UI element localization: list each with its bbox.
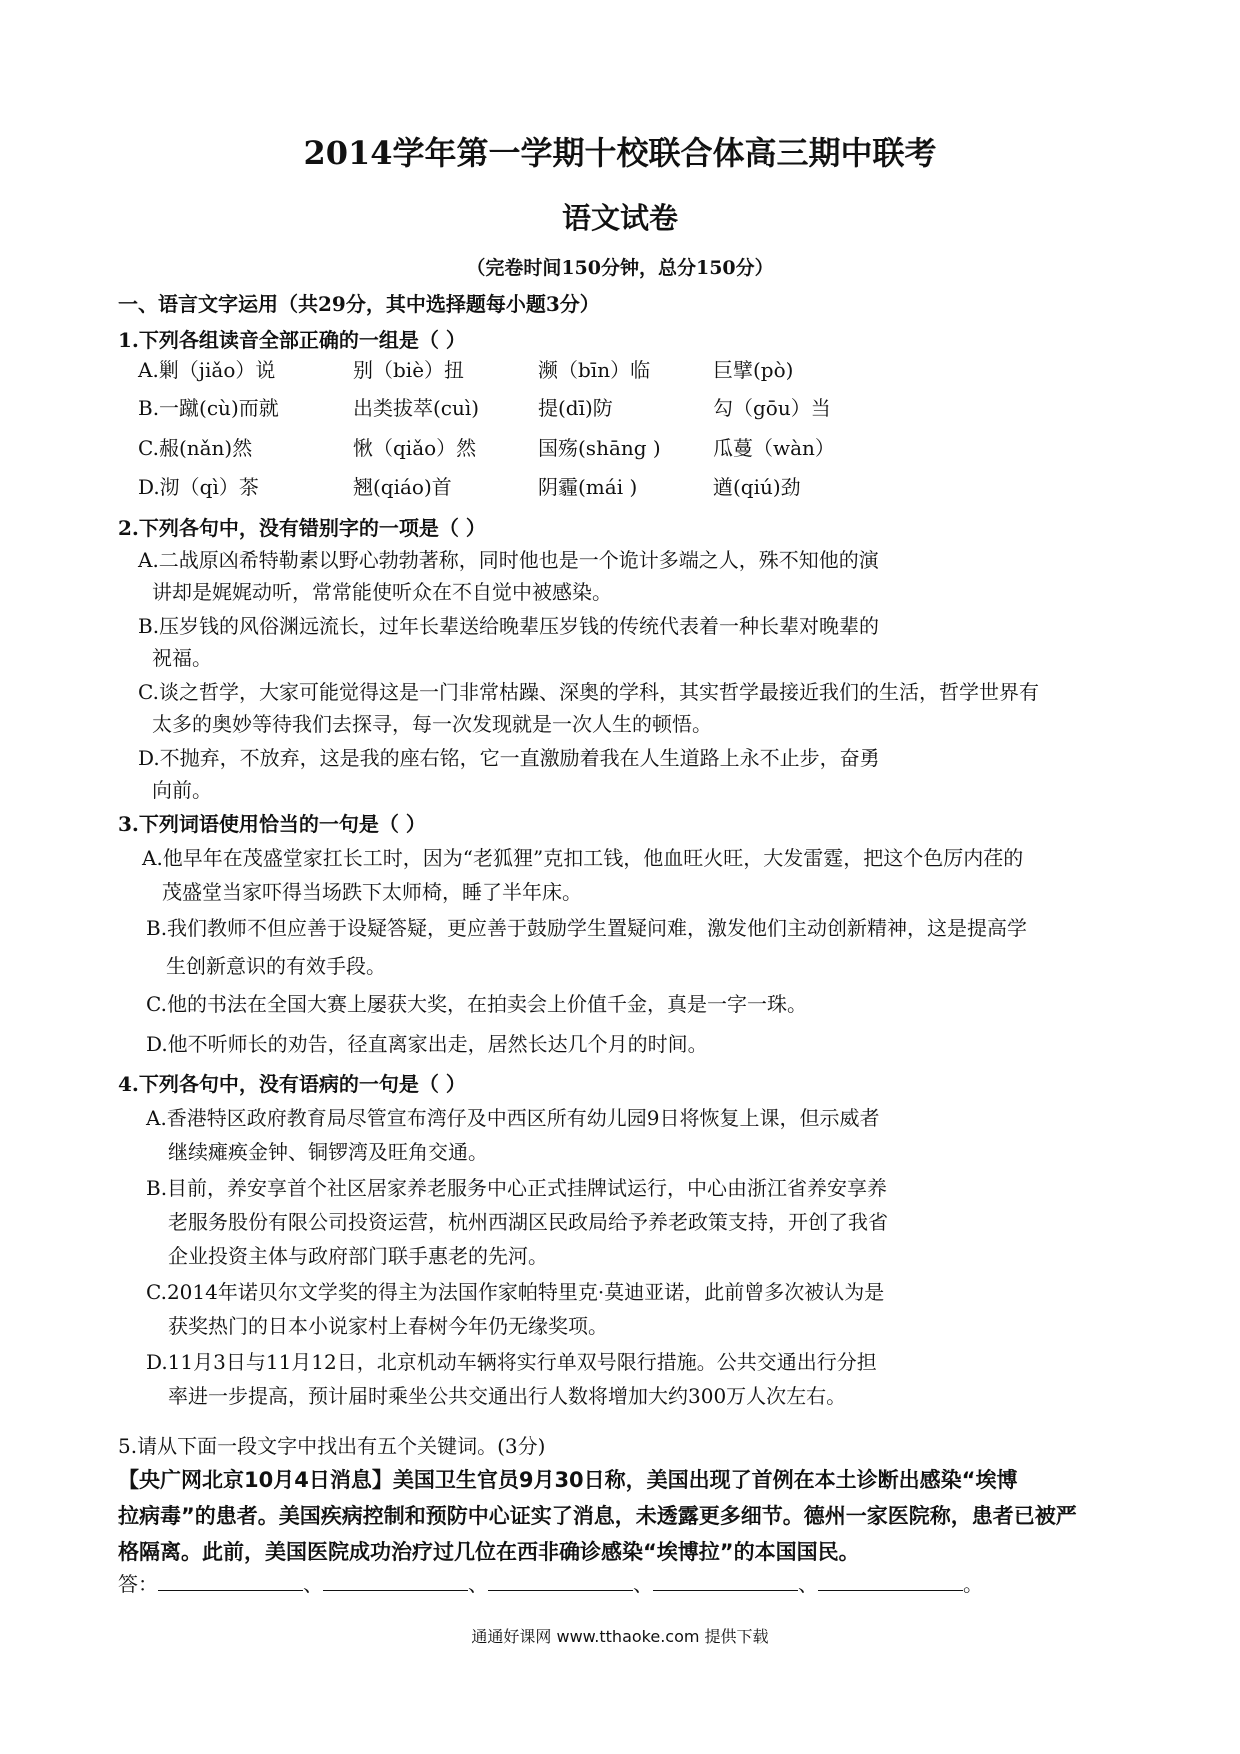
- question-1-option-c: [138, 432, 835, 461]
- question-2-line: A.二战原凶希特勒素以野心勃勃著称，同时他也是一个诡计多端之人，殊不知他的演: [138, 548, 879, 572]
- answer-separator: 、: [633, 1572, 653, 1596]
- exam-subtitle: 语文试卷: [561, 201, 678, 235]
- option-item: 遒(qiú)劲: [713, 475, 801, 499]
- question-1-stem: 1.下列各组读音全部正确的一组是（ ）: [118, 328, 466, 352]
- option-item: 濒（bīn）临: [538, 358, 651, 382]
- question-3-line: A.他早年在茂盛堂家扛长工时，因为“老狐狸”克扣工钱，他血旺火旺，大发雷霆，把这个色厉内荏的: [142, 846, 1024, 870]
- question-5-passage-line: 【央广网北京10月4日消息】美国卫生官员9月30日称，美国出现了首例在本土诊断出感染“埃博: [118, 1468, 1018, 1492]
- option-item: 阴霾(mái ): [538, 475, 638, 499]
- question-3-line: C.他的书法在全国大赛上屡获大奖，在拍卖会上价值千金，真是一字一珠。: [146, 992, 807, 1016]
- option-item: 勾（gōu）当: [713, 396, 831, 420]
- question-5-answer-row: [118, 1568, 983, 1597]
- option-item: C.赧(nǎn)然: [138, 436, 253, 460]
- exam-title: 2014学年第一学期十校联合体高三期中联考: [303, 134, 937, 172]
- question-4-line: 继续瘫痪金钟、铜锣湾及旺角交通。: [168, 1140, 488, 1164]
- option-item: 巨擘(pò): [713, 358, 794, 382]
- exam-time-note: （完卷时间150分钟，总分150分）: [466, 257, 774, 279]
- answer-end: 。: [963, 1572, 983, 1596]
- question-4-line: 老服务股份有限公司投资运营，杭州西湖区民政局给予养老政策支持，开创了我省: [168, 1210, 888, 1234]
- question-3-line: D.他不听师长的劝告，径直离家出走，居然长达几个月的时间。: [146, 1032, 708, 1056]
- question-5-passage-line: 格隔离。此前，美国医院成功治疗过几位在西非确诊感染“埃博拉”的本国国民。: [118, 1540, 860, 1564]
- question-4-stem: 4.下列各句中，没有语病的一句是（ ）: [118, 1072, 466, 1096]
- question-4-line: 率进一步提高，预计届时乘坐公共交通出行人数将增加大约300万人次左右。: [168, 1384, 847, 1408]
- option-item: B.一蹴(cù)而就: [138, 396, 279, 420]
- option-item: 提(dī)防: [538, 396, 613, 420]
- answer-separator: 、: [303, 1572, 323, 1596]
- question-4-line: 企业投资主体与政府部门联手惠老的先河。: [168, 1244, 548, 1268]
- question-1-option-a: [138, 354, 793, 383]
- section-heading: 一、语言文字运用（共29分，其中选择题每小题3分）: [118, 292, 600, 316]
- page-footer: 通通好课网 www.tthaoke.com 提供下载: [471, 1627, 769, 1646]
- question-2-line: B.压岁钱的风俗渊远流长，过年长辈送给晚辈压岁钱的传统代表着一种长辈对晚辈的: [138, 614, 880, 638]
- question-4-line: A.香港特区政府教育局尽管宣布湾仔及中西区所有幼儿园9日将恢复上课，但示威者: [146, 1106, 880, 1130]
- answer-blank-5[interactable]: [818, 1572, 963, 1591]
- question-4-line: B.目前，养安享首个社区居家养老服务中心正式挂牌试运行，中心由浙江省养安享养: [146, 1176, 888, 1200]
- question-2-line: C.谈之哲学，大家可能觉得这是一门非常枯躁、深奥的学科，其实哲学最接近我们的生活，哲学世界有: [138, 680, 1039, 704]
- question-2-stem: 2.下列各句中，没有错别字的一项是（ ）: [118, 516, 486, 540]
- answer-label: 答：: [118, 1572, 158, 1596]
- option-item: 别（biè）扭: [353, 358, 465, 382]
- answer-separator: 、: [798, 1572, 818, 1596]
- option-item: 瓜蔓（wàn）: [713, 436, 835, 460]
- option-item: 出类拔萃(cuì): [353, 396, 480, 420]
- answer-blank-3[interactable]: [488, 1572, 633, 1591]
- question-2-line: 太多的奥妙等待我们去探寻，每一次发现就是一次人生的顿悟。: [152, 712, 712, 736]
- option-item: 翘(qiáo)首: [353, 475, 452, 499]
- question-2-line: D.不抛弃，不放弃，这是我的座右铭，它一直激励着我在人生道路上永不止步，奋勇: [138, 746, 880, 770]
- question-3-stem: 3.下列词语使用恰当的一句是（ ）: [118, 812, 426, 836]
- question-5-stem: 5.请从下面一段文字中找出有五个关键词。(3分): [118, 1434, 546, 1458]
- answer-blank-2[interactable]: [323, 1572, 468, 1591]
- option-item: 愀（qiǎo）然: [353, 436, 477, 460]
- question-2-line: 祝福。: [152, 646, 212, 670]
- option-item: D.沏（qì）茶: [138, 475, 259, 499]
- question-1-option-d: [138, 471, 801, 500]
- question-3-line: B.我们教师不但应善于设疑答疑，更应善于鼓励学生置疑问难，激发他们主动创新精神，这是提高学: [146, 916, 1028, 940]
- question-1-option-b: [138, 392, 831, 421]
- question-4-line: C.2014年诺贝尔文学奖的得主为法国作家帕特里克·莫迪亚诺，此前曾多次被认为是: [146, 1280, 885, 1304]
- option-item: A.剿（jiǎo）说: [138, 358, 276, 382]
- answer-separator: 、: [468, 1572, 488, 1596]
- question-2-line: 讲却是娓娓动听，常常能使听众在不自觉中被感染。: [152, 580, 612, 604]
- answer-blank-1[interactable]: [158, 1572, 303, 1591]
- question-4-line: D.11月3日与11月12日，北京机动车辆将实行单双号限行措施。公共交通出行分担: [146, 1350, 877, 1374]
- option-item: 国殇(shāng ): [538, 436, 661, 460]
- question-2-line: 向前。: [152, 778, 212, 802]
- question-5-passage-line: 拉病毒”的患者。美国疾病控制和预防中心证实了消息，未透露更多细节。德州一家医院称，患者已被严: [118, 1504, 1077, 1528]
- answer-blank-4[interactable]: [653, 1572, 798, 1591]
- question-3-line: 茂盛堂当家吓得当场跌下太师椅，睡了半年床。: [162, 880, 582, 904]
- question-4-line: 获奖热门的日本小说家村上春树今年仍无缘奖项。: [168, 1314, 608, 1338]
- question-3-line: 生创新意识的有效手段。: [166, 954, 386, 978]
